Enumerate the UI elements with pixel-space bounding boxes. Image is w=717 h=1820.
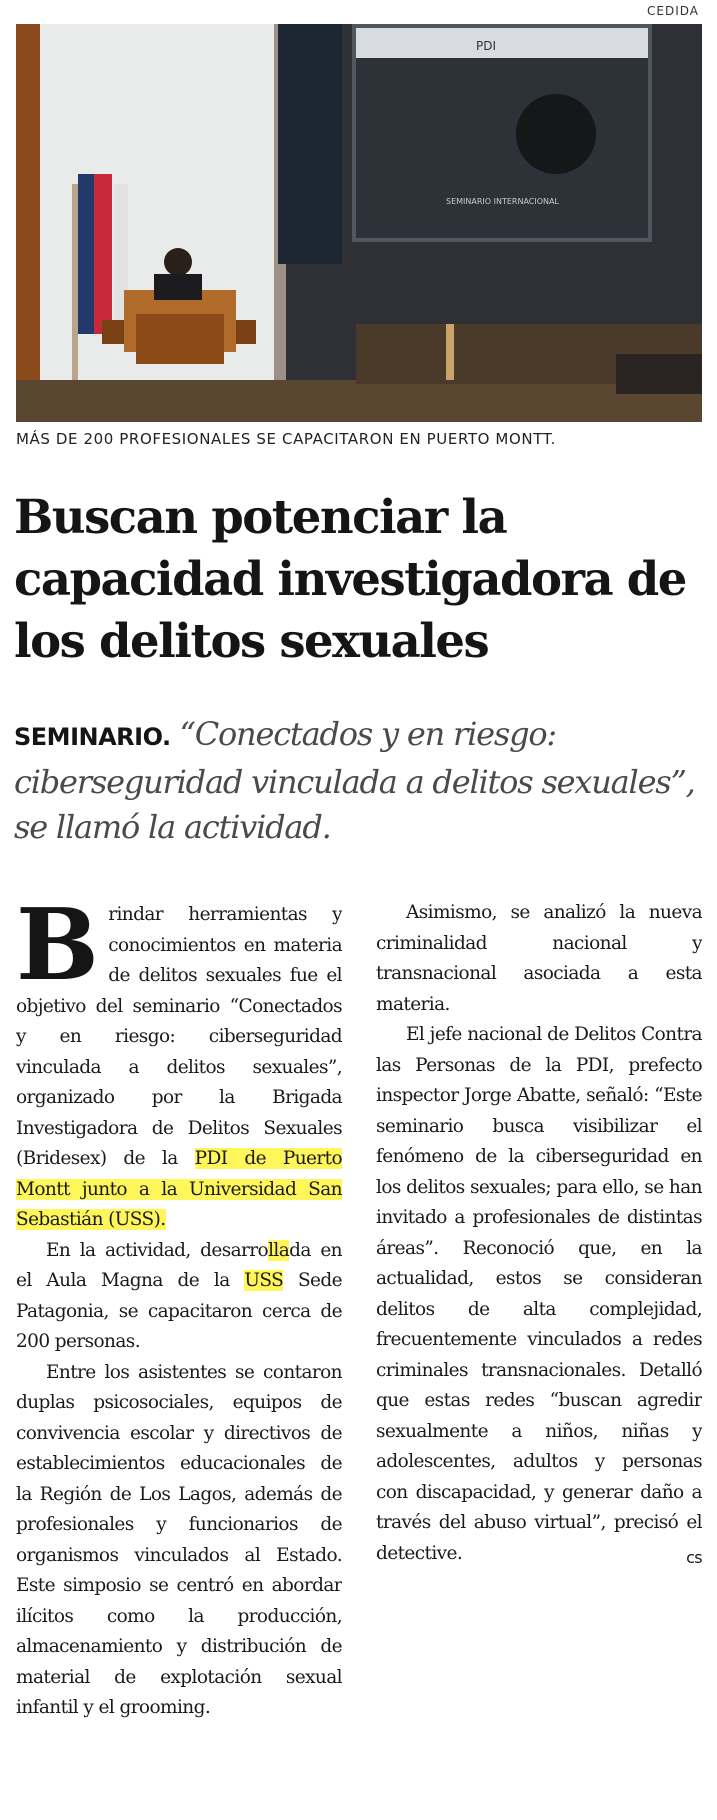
section-kicker: SEMINARIO. bbox=[14, 723, 171, 751]
body-p1-text: rindar herramientas y conocimientos en materia de delitos sexuales fue el objetivo del seminario “Conectados y en riesgo: ciberseguridad vinculada a delitos sexuales”, organizado por la Brigada Investigadora de Delitos Sexuales (Bridesex) de la bbox=[16, 904, 342, 1169]
body-paragraph-5 bbox=[376, 1020, 702, 1569]
body-paragraph-3: Entre los asistentes se contaron duplas psicosociales, equipos de convivencia escolar y directivos de establecimientos educacionales de la Región de Los Lagos, además de profesionales y funcionarios de organismos vinculados al Estado. Este simposio se centró en abordar ilícitos como la producción, almacenamiento y distribución de material de explotación sexual infantil y el grooming. bbox=[16, 1361, 342, 1718]
photo-caption: MÁS DE 200 PROFESIONALES SE CAPACITARON EN PUERTO MONTT. bbox=[16, 430, 557, 448]
article-photo bbox=[16, 24, 702, 422]
body-p5-text: El jefe nacional de Delitos Contra las Personas de la PDI, prefecto inspector Jorge Abatte, señaló: “Este seminario busca visibilizar el fenómeno de la ciberseguridad en los delitos sexuales; para ello, se han invitado a profesionales de distintas áreas”. Reconoció que, en la actualidad, estos se consideran delitos de alta complejidad, frecuentemente vinculados a redes criminales transnacionales. Detalló que estas redes “buscan agredir sexualmente a niños, niñas y adolescentes, adultos y personas con discapacidad, y generar daño a través del abuso virtual”, precisó el detective. bbox=[376, 1024, 702, 1564]
body-p2-text-c: Sede Patagonia, se capacitaron cerca de 200 personas. bbox=[16, 1270, 342, 1352]
screen-title-text: SEMINARIO INTERNACIONAL bbox=[446, 197, 559, 206]
subhead-text: “Conectados y en riesgo: ciberseguridad vinculada a delitos sexuales”, se llamó la actividad. bbox=[14, 715, 695, 846]
body-paragraph-2 bbox=[16, 1236, 342, 1358]
drop-cap: B bbox=[16, 900, 99, 1003]
body-p2-text-b: da en el Aula Magna de la bbox=[16, 1239, 342, 1291]
body-p2-highlight-2: USS bbox=[244, 1270, 284, 1291]
body-p2-highlight-1: lla bbox=[268, 1239, 290, 1261]
article-body-column-right bbox=[376, 898, 702, 1798]
end-mark-icon: cs bbox=[686, 1547, 702, 1567]
body-p2-text-a: En la actividad, desarro bbox=[46, 1239, 269, 1261]
body-paragraph-4: Asimismo, se analizó la nueva criminalidad nacional y transnacional asociada a esta materia. bbox=[376, 902, 702, 1015]
article-headline: Buscan potenciar la capacidad investigadora de los delitos sexuales bbox=[14, 489, 686, 668]
body-p1-highlight: PDI de Puerto Montt junto a la Universidad San Sebastián (USS). bbox=[16, 1148, 342, 1230]
photo-credit: CEDIDA bbox=[647, 4, 699, 18]
article-subhead bbox=[14, 712, 704, 850]
body-paragraph-1 bbox=[16, 900, 342, 1236]
article-body-column-left bbox=[16, 900, 342, 1800]
seminar-photo-illustration bbox=[16, 24, 702, 422]
screen-logo-text: PDI bbox=[476, 39, 497, 53]
